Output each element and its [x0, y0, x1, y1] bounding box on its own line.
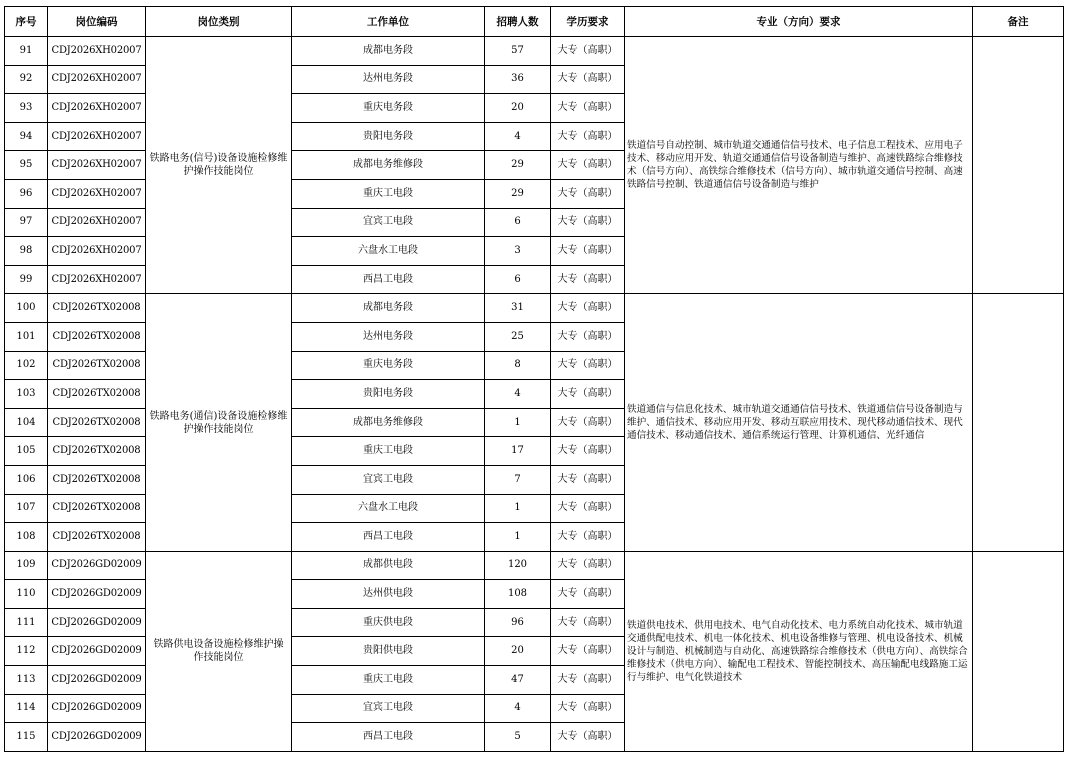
table-row: [5, 551, 1064, 580]
header-unit: 工作单位: [292, 7, 485, 37]
cell-count: 120: [485, 551, 551, 580]
header-category: 岗位类别: [146, 7, 292, 37]
cell-major: 铁道供电技术、供用电技术、电气自动化技术、电力系统自动化技术、城市轨道交通供配电技术、机电一体化技术、机电设备维修与管理、机电设备技术、机械设计与制造、机械制造与自动化、高速铁路综合维修技术（供电方向）、高铁综合维修技术（供电方向）、输配电工程技术、智能控制技术、高压输配电线路施工运行与维护、电气化铁道技术: [625, 551, 973, 751]
cell-code: CDJ2026GD02009: [48, 551, 146, 580]
cell-count: 20: [485, 94, 551, 123]
cell-no: 104: [5, 408, 48, 437]
cell-no: 107: [5, 494, 48, 523]
cell-no: 110: [5, 580, 48, 609]
cell-major: 铁道通信与信息化技术、城市轨道交通通信信号技术、铁道通信信号设备制造与维护、通信技术、移动应用开发、移动互联应用技术、现代移动通信技术、现代通信技术、移动通信技术、通信系统运行管理、计算机通信、光纤通信: [625, 294, 973, 551]
cell-no: 112: [5, 637, 48, 666]
cell-note: [973, 551, 1064, 751]
cell-count: 4: [485, 122, 551, 151]
cell-no: 108: [5, 523, 48, 552]
cell-count: 17: [485, 437, 551, 466]
cell-education: 大专（高职）: [551, 608, 625, 637]
cell-unit: 达州电务段: [292, 65, 485, 94]
cell-unit: 成都供电段: [292, 551, 485, 580]
cell-unit: 重庆供电段: [292, 608, 485, 637]
cell-education: 大专（高职）: [551, 494, 625, 523]
cell-no: 100: [5, 294, 48, 323]
cell-count: 29: [485, 179, 551, 208]
cell-code: CDJ2026XH02007: [48, 208, 146, 237]
cell-code: CDJ2026TX02008: [48, 294, 146, 323]
cell-unit: 成都电务段: [292, 37, 485, 66]
cell-unit: 重庆工电段: [292, 437, 485, 466]
cell-education: 大专（高职）: [551, 637, 625, 666]
cell-education: 大专（高职）: [551, 322, 625, 351]
cell-count: 1: [485, 494, 551, 523]
cell-unit: 重庆电务段: [292, 94, 485, 123]
cell-code: CDJ2026XH02007: [48, 237, 146, 266]
cell-count: 4: [485, 380, 551, 409]
cell-count: 36: [485, 65, 551, 94]
cell-education: 大专（高职）: [551, 666, 625, 695]
cell-no: 98: [5, 237, 48, 266]
cell-unit: 六盘水工电段: [292, 494, 485, 523]
cell-no: 93: [5, 94, 48, 123]
recruitment-table: [4, 6, 1064, 752]
cell-count: 108: [485, 580, 551, 609]
cell-code: CDJ2026TX02008: [48, 523, 146, 552]
cell-count: 8: [485, 351, 551, 380]
cell-count: 20: [485, 637, 551, 666]
cell-no: 96: [5, 179, 48, 208]
cell-code: CDJ2026GD02009: [48, 637, 146, 666]
cell-education: 大专（高职）: [551, 523, 625, 552]
cell-no: 91: [5, 37, 48, 66]
cell-code: CDJ2026TX02008: [48, 380, 146, 409]
cell-code: CDJ2026XH02007: [48, 151, 146, 180]
cell-unit: 西昌工电段: [292, 265, 485, 294]
cell-unit: 成都电务维修段: [292, 151, 485, 180]
cell-code: CDJ2026XH02007: [48, 122, 146, 151]
cell-no: 92: [5, 65, 48, 94]
cell-no: 114: [5, 694, 48, 723]
cell-education: 大专（高职）: [551, 437, 625, 466]
cell-count: 6: [485, 265, 551, 294]
cell-education: 大专（高职）: [551, 122, 625, 151]
cell-no: 103: [5, 380, 48, 409]
cell-count: 4: [485, 694, 551, 723]
header-code: 岗位编码: [48, 7, 146, 37]
header-count: 招聘人数: [485, 7, 551, 37]
cell-education: 大专（高职）: [551, 294, 625, 323]
cell-category: 铁路电务(信号)设备设施检修维护操作技能岗位: [146, 37, 292, 294]
cell-unit: 重庆工电段: [292, 179, 485, 208]
cell-education: 大专（高职）: [551, 65, 625, 94]
cell-unit: 六盘水工电段: [292, 237, 485, 266]
cell-unit: 达州供电段: [292, 580, 485, 609]
table-row: [5, 294, 1064, 323]
cell-category: 铁路电务(通信)设备设施检修维护操作技能岗位: [146, 294, 292, 551]
cell-major: 铁道信号自动控制、城市轨道交通通信信号技术、电子信息工程技术、应用电子技术、移动应用开发、轨道交通通信信号设备制造与维护、高速铁路综合维修技术（信号方向）、高铁综合维修技术（信号方向）、城市轨道交通信号控制、高速铁路信号控制、铁道通信信号设备制造与维护: [625, 37, 973, 294]
cell-education: 大专（高职）: [551, 694, 625, 723]
cell-education: 大专（高职）: [551, 580, 625, 609]
cell-no: 111: [5, 608, 48, 637]
cell-code: CDJ2026GD02009: [48, 580, 146, 609]
cell-count: 57: [485, 37, 551, 66]
cell-education: 大专（高职）: [551, 265, 625, 294]
cell-code: CDJ2026GD02009: [48, 723, 146, 752]
cell-education: 大专（高职）: [551, 408, 625, 437]
cell-code: CDJ2026TX02008: [48, 351, 146, 380]
cell-code: CDJ2026XH02007: [48, 179, 146, 208]
cell-unit: 宜宾工电段: [292, 694, 485, 723]
cell-unit: 西昌工电段: [292, 723, 485, 752]
cell-education: 大专（高职）: [551, 179, 625, 208]
cell-education: 大专（高职）: [551, 237, 625, 266]
cell-no: 99: [5, 265, 48, 294]
header-note: 备注: [973, 7, 1064, 37]
cell-unit: 重庆工电段: [292, 666, 485, 695]
cell-no: 113: [5, 666, 48, 695]
cell-code: CDJ2026XH02007: [48, 65, 146, 94]
cell-unit: 宜宾工电段: [292, 465, 485, 494]
cell-education: 大专（高职）: [551, 351, 625, 380]
cell-unit: 贵阳供电段: [292, 637, 485, 666]
cell-unit: 达州电务段: [292, 322, 485, 351]
cell-no: 106: [5, 465, 48, 494]
cell-education: 大专（高职）: [551, 551, 625, 580]
cell-code: CDJ2026XH02007: [48, 94, 146, 123]
cell-code: CDJ2026XH02007: [48, 37, 146, 66]
cell-count: 29: [485, 151, 551, 180]
cell-no: 101: [5, 322, 48, 351]
header-major: 专业（方向）要求: [625, 7, 973, 37]
cell-category: 铁路供电设备设施检修维护操作技能岗位: [146, 551, 292, 751]
table-row: [5, 37, 1064, 66]
header-education: 学历要求: [551, 7, 625, 37]
cell-code: CDJ2026XH02007: [48, 265, 146, 294]
cell-code: CDJ2026GD02009: [48, 694, 146, 723]
cell-note: [973, 37, 1064, 294]
cell-unit: 成都电务维修段: [292, 408, 485, 437]
cell-no: 115: [5, 723, 48, 752]
cell-education: 大专（高职）: [551, 723, 625, 752]
cell-count: 5: [485, 723, 551, 752]
cell-code: CDJ2026TX02008: [48, 465, 146, 494]
cell-count: 3: [485, 237, 551, 266]
cell-code: CDJ2026TX02008: [48, 408, 146, 437]
cell-unit: 成都电务段: [292, 294, 485, 323]
cell-count: 25: [485, 322, 551, 351]
cell-education: 大专（高职）: [551, 94, 625, 123]
cell-note: [973, 294, 1064, 551]
cell-unit: 宜宾工电段: [292, 208, 485, 237]
cell-no: 105: [5, 437, 48, 466]
cell-unit: 贵阳电务段: [292, 122, 485, 151]
cell-code: CDJ2026GD02009: [48, 666, 146, 695]
cell-count: 1: [485, 408, 551, 437]
cell-no: 102: [5, 351, 48, 380]
cell-education: 大专（高职）: [551, 208, 625, 237]
cell-unit: 重庆电务段: [292, 351, 485, 380]
cell-code: CDJ2026TX02008: [48, 322, 146, 351]
cell-no: 94: [5, 122, 48, 151]
cell-count: 47: [485, 666, 551, 695]
cell-education: 大专（高职）: [551, 465, 625, 494]
cell-unit: 贵阳电务段: [292, 380, 485, 409]
cell-count: 96: [485, 608, 551, 637]
table-body: [5, 37, 1064, 752]
cell-education: 大专（高职）: [551, 380, 625, 409]
cell-code: CDJ2026GD02009: [48, 608, 146, 637]
cell-unit: 西昌工电段: [292, 523, 485, 552]
cell-code: CDJ2026TX02008: [48, 494, 146, 523]
cell-count: 7: [485, 465, 551, 494]
cell-code: CDJ2026TX02008: [48, 437, 146, 466]
cell-no: 97: [5, 208, 48, 237]
cell-count: 31: [485, 294, 551, 323]
cell-no: 109: [5, 551, 48, 580]
cell-education: 大专（高职）: [551, 37, 625, 66]
header-no: 序号: [5, 7, 48, 37]
cell-count: 6: [485, 208, 551, 237]
cell-education: 大专（高职）: [551, 151, 625, 180]
cell-count: 1: [485, 523, 551, 552]
header-row: [5, 7, 1064, 37]
cell-no: 95: [5, 151, 48, 180]
